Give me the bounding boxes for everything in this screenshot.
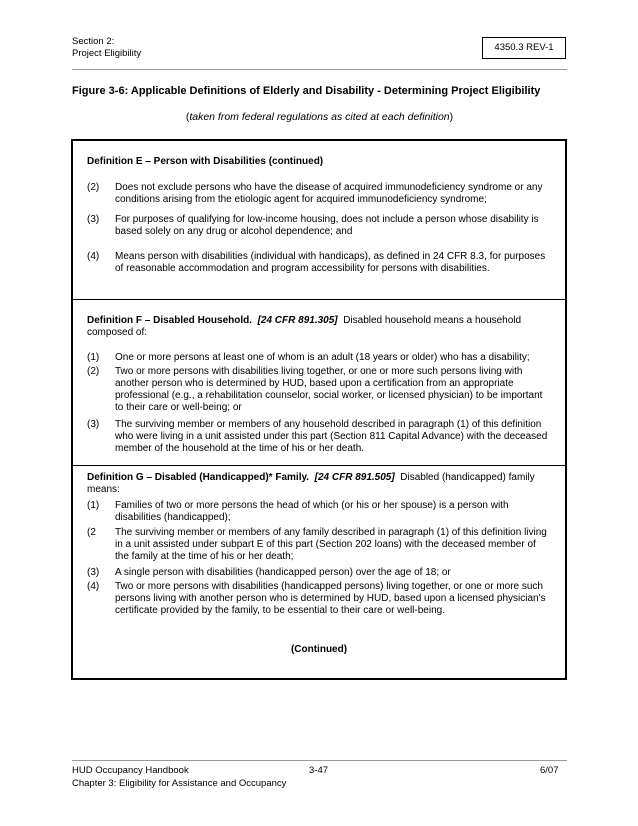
footer-left bbox=[72, 764, 286, 790]
section-number: Section 2: bbox=[72, 36, 115, 47]
definition-g-heading: Definition G – Disabled (Handicapped)* Family. [24 CFR 891.505] Disabled (handicapped) family means: bbox=[87, 472, 535, 495]
figure-title: Figure 3-6: Applicable Definitions of Elderly and Disability - Determining Project Eligibility bbox=[72, 85, 541, 97]
section-separator bbox=[73, 299, 565, 300]
section-separator bbox=[73, 465, 565, 466]
section-title: Project Eligibility bbox=[72, 48, 142, 59]
continued-label: (Continued) bbox=[290, 644, 348, 655]
definition-f-heading: Definition F – Disabled Household. [24 CFR 891.305] Disabled household means a household composed of: bbox=[87, 315, 522, 338]
page-header-section bbox=[72, 36, 141, 60]
page-number: 3-47 bbox=[309, 765, 329, 776]
document-number-box: 4350.3 REV-1 bbox=[482, 37, 566, 59]
subtitle-close-paren: ) bbox=[449, 111, 454, 123]
footer-rule bbox=[72, 760, 567, 761]
definitions-box: Definition E – Person with Disabilities (continued) (2) Does not exclude persons who have the disease of acquired immunodeficiency syndrome or any conditions arising from the etiologic agent for acquired immunodeficiency syndrome; (3) For purposes of qualifying for low-income housing, does not include a person whose disability is based solely on any drug or alcohol dependence; and (4) Means person with disabilities (individual with handicaps), as defined in 24 CFR 8.3, for purposes of reasonable accommodation and program accessibility for persons with disabilities. Definition F – Disabled Household. [24 CFR 891.305] Disabled household means a household composed of: (1) One or more persons at least one of whom is an adult (18 years or older) who has a disability; (2) Two or more persons with disabilities living together, or one or more such persons living with another person who is determined by HUD, based upon a certification from an appropriate professional (e.g., a rehabilitation counselor, social worker, or licensed physician) to be important to their care or well-being; or (3) The surviving member or members of any household described in paragraph (1) of this definition who were living in a unit assisted under this part (Section 811 Capital Advance) with the deceased member of the household at the time of his or her death. Definition G – Disabled (Handicapped)* Family. [24 CFR 891.505] Disabled (handicapped) family means: (1) Families of two or more persons the head of which (or his or her spouse) is a person with disabilities (handicapped); (2 The surviving member or members of any family described in paragraph (1) of this definition living in a unit assisted under subpart E of this part (Section 202 loans) with the deceased member of the family at the time of his or her death; (3) A single person with disabilities (handicapped person) over the age of 18; or (4) Two or more persons with disabilities (handicapped persons) living together, or one or more such persons living with another person who is determined by HUD, based upon a licensed physician's certificate provided by the family, to be essential to their care or well-being. (Continued) bbox=[71, 139, 567, 680]
footer-date: 6/07 bbox=[540, 765, 559, 776]
figure-subtitle bbox=[72, 111, 567, 123]
subtitle-open-paren: ( bbox=[185, 111, 190, 123]
definition-e-heading: Definition E – Person with Disabilities (continued) bbox=[87, 156, 324, 167]
subtitle-text: taken from federal regulations as cited at each definition bbox=[189, 111, 450, 123]
footer-handbook: HUD Occupancy Handbook bbox=[72, 765, 189, 776]
footer-chapter: Chapter 3: Eligibility for Assistance and Occupancy bbox=[72, 778, 287, 789]
header-rule bbox=[72, 69, 567, 70]
